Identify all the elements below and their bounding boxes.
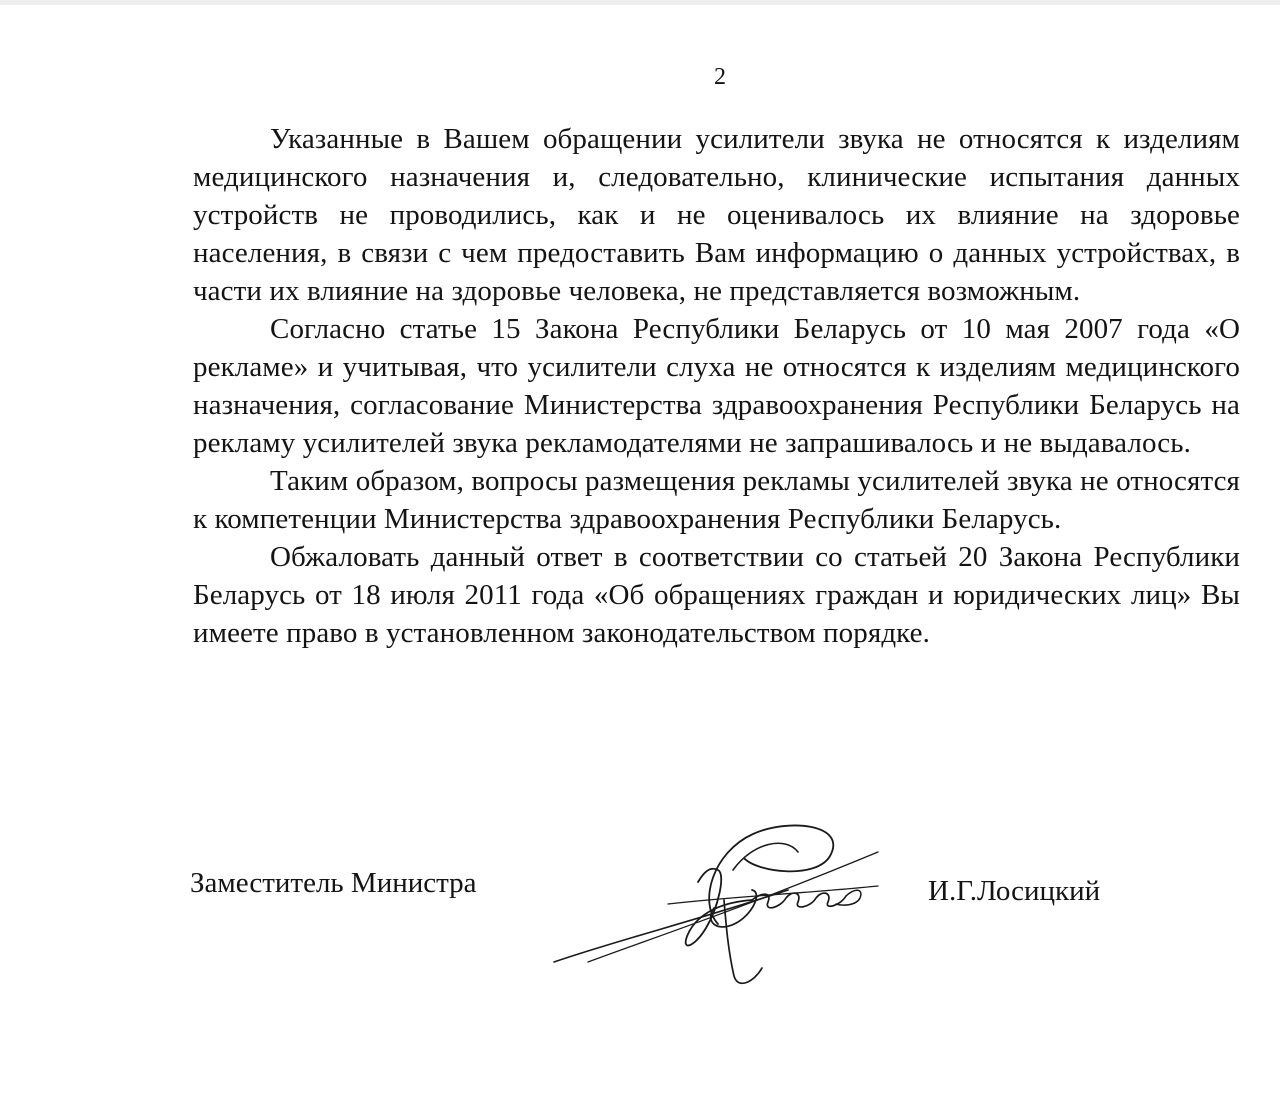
signer-name: И.Г.Лосицкий — [928, 875, 1101, 907]
paragraph-1: Указанные в Вашем обращении усилители звука не относятся к изделиям медицинского назначения и, следовательно, клинические испытания данных устройств не проводились, как и не оценивалось их влияние на здоровье населения, в связи с чем предоставить Вам информацию о данных устройствах, в части их влияние на здоровье человека, не представляется возможным. — [193, 123, 1240, 307]
paragraph-3: Таким образом, вопросы размещения рекламы усилителей звука не относятся к компетенции Министерства здравоохранения Республики Беларусь. — [193, 465, 1240, 535]
paragraph-2: Согласно статье 15 Закона Республики Беларусь от 10 мая 2007 года «О рекламе» и учитывая, что усилители слуха не относятся к изделиям медицинского назначения, согласование Министерства здравоохранения Республики Беларусь на рекламу усилителей звука рекламодателями не запрашивалось и не выдавалось. — [193, 313, 1240, 459]
page-number: 2 — [714, 64, 726, 90]
signer-position: Заместитель Министра — [190, 867, 477, 899]
paragraph-4: Обжаловать данный ответ в соответствии со статьей 20 Закона Республики Беларусь от 18 июля 2011 года «Об обращениях граждан и юридических лиц» Вы имеете право в установленном законодательством порядке. — [193, 541, 1240, 649]
handwritten-signature-icon — [548, 812, 888, 992]
